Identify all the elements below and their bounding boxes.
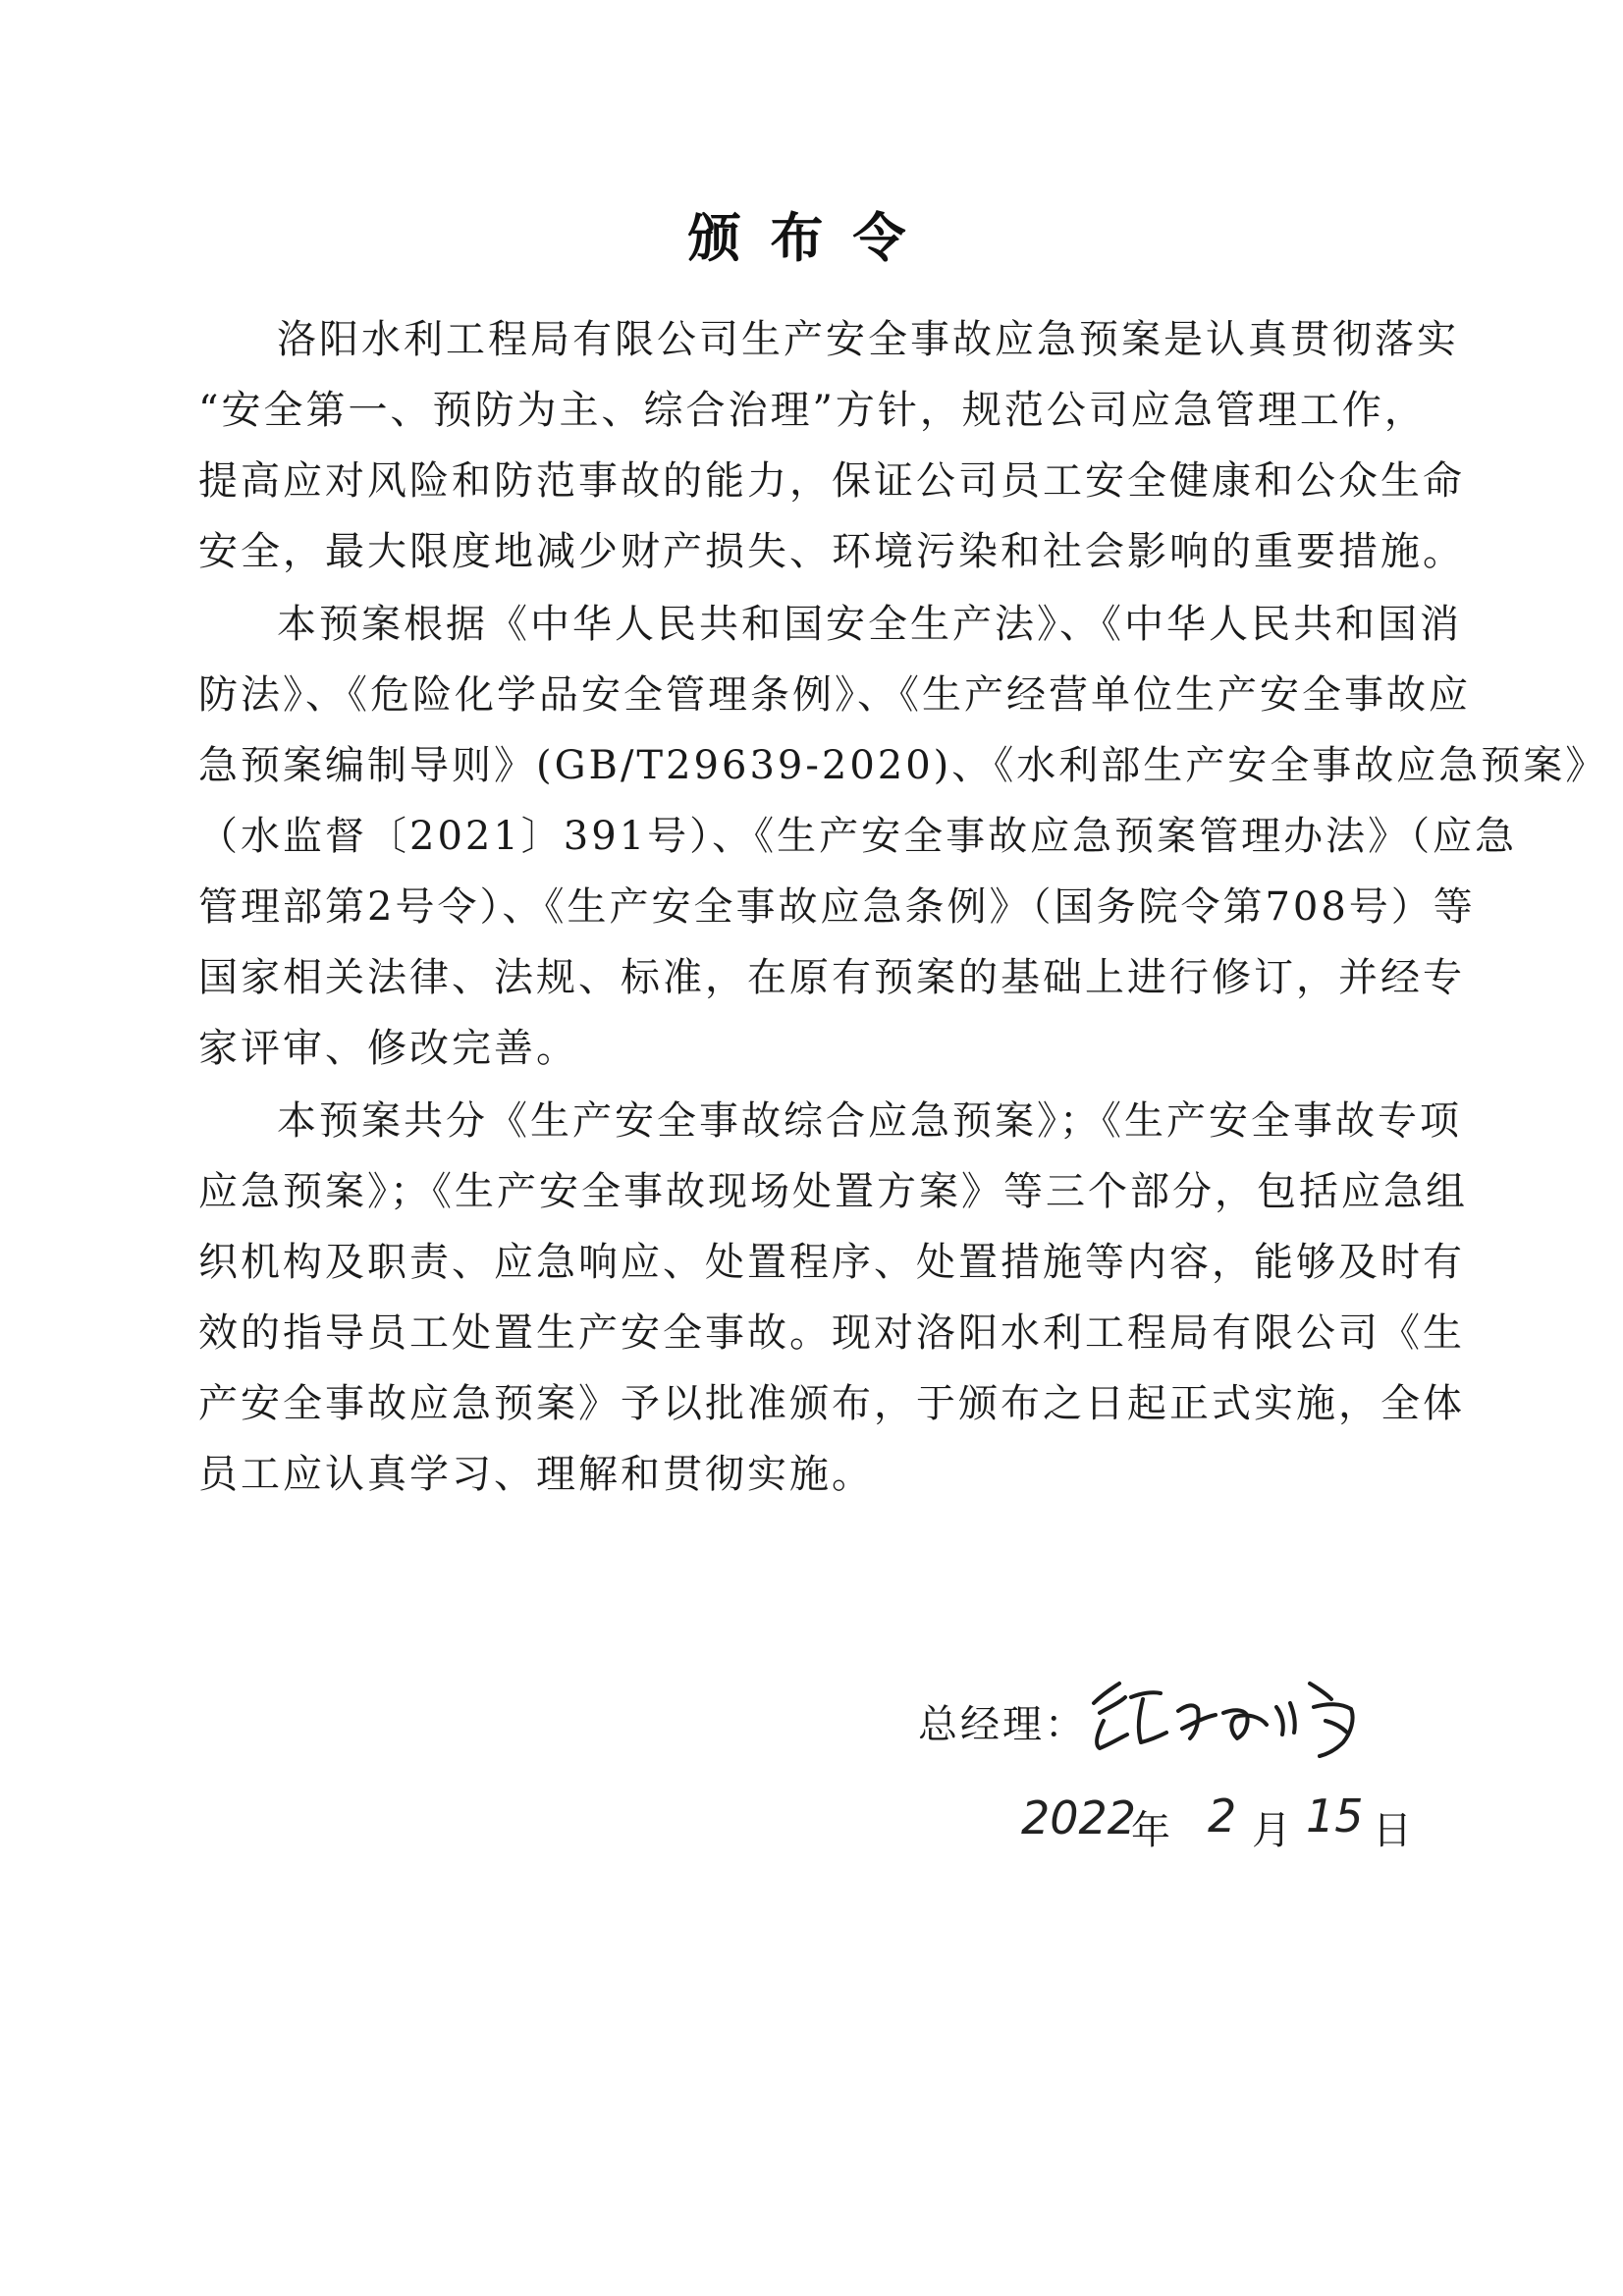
date-day: 15 bbox=[1306, 1789, 1364, 1842]
document-body bbox=[198, 304, 1608, 1510]
paragraph-3 bbox=[198, 1086, 1468, 1510]
paragraph-line: 织机构及职责、应急响应、处置程序、处置措施等内容，能够及时有 bbox=[198, 1240, 1465, 1285]
date-year: 2022 bbox=[1021, 1791, 1137, 1844]
paragraph-line: 国家相关法律、法规、标准，在原有预案的基础上进行修订，并经专 bbox=[198, 955, 1465, 1000]
paragraph-line: 管理部第2号令）、《生产安全事故应急条例》（国务院令第708号）等 bbox=[198, 884, 1476, 930]
paragraph-line: 防法》、《危险化学品安全管理条例》、《生产经营单位生产安全事故应 bbox=[198, 672, 1471, 718]
paragraph-line: “安全第一、预防为主、综合治理”方针，规范公司应急管理工作， bbox=[198, 388, 1427, 433]
paragraph-line: 洛阳水利工程局有限公司生产安全事故应急预案是认真贯彻落实 bbox=[277, 317, 1459, 362]
document-title: 颁布令 bbox=[687, 207, 936, 269]
paragraph-line: （水监督〔2021〕391号）、《生产安全事故应急预案管理办法》（应急 bbox=[198, 814, 1518, 859]
signature-block bbox=[918, 1664, 1429, 1772]
paragraph-line: 安全，最大限度地减少财产损失、环境污染和社会影响的重要措施。 bbox=[198, 529, 1465, 574]
paragraph-line: 员工应认真学习、理解和贯彻实施。 bbox=[198, 1452, 874, 1497]
paragraph-line: 本预案共分《生产安全事故综合应急预案》；《生产安全事故专项 bbox=[277, 1098, 1462, 1144]
paragraph-line: 急预案编制导则》(GB/T29639-2020)、《水利部生产安全事故应急预案》 bbox=[198, 743, 1608, 788]
date-year-unit: 年 bbox=[1131, 1808, 1170, 1853]
date-month-unit: 月 bbox=[1252, 1808, 1291, 1853]
paragraph-line: 应急预案》；《生产安全事故现场处置方案》等三个部分，包括应急组 bbox=[198, 1169, 1468, 1214]
date-month: 2 bbox=[1208, 1789, 1237, 1842]
paragraph-1 bbox=[198, 304, 1465, 587]
date-block bbox=[1021, 1782, 1434, 1870]
handwritten-signature bbox=[1080, 1664, 1394, 1772]
paragraph-line: 家评审、修改完善。 bbox=[198, 1026, 578, 1071]
paragraph-2 bbox=[198, 589, 1608, 1084]
paragraph-line: 本预案根据《中华人民共和国安全生产法》、《中华人民共和国消 bbox=[277, 602, 1462, 647]
paragraph-line: 提高应对风险和防范事故的能力，保证公司员工安全健康和公众生命 bbox=[198, 458, 1465, 504]
paragraph-line: 产安全事故应急预案》予以批准颁布，于颁布之日起正式实施，全体 bbox=[198, 1381, 1465, 1426]
paragraph-line: 效的指导员工处置生产安全事故。现对洛阳水利工程局有限公司《生 bbox=[198, 1310, 1465, 1356]
date-day-unit: 日 bbox=[1373, 1808, 1412, 1853]
signature-label: 总经理： bbox=[918, 1702, 1087, 1747]
